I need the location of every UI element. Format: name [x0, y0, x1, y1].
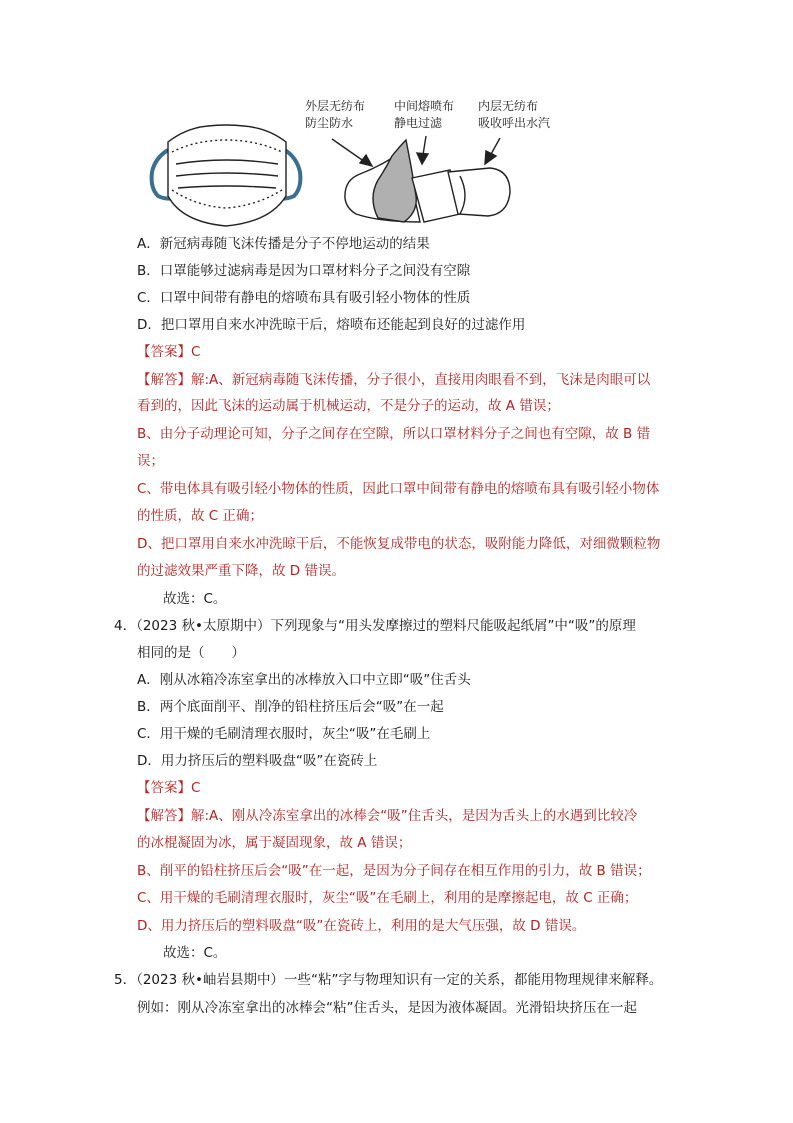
- q3-analysis-line-8: 的过滤效果严重下降，故 D 错误。: [137, 563, 345, 579]
- q4-analysis-tag: 【解答】: [137, 808, 191, 824]
- q4-analysis-text-1: 解:A、刚从冷冻室拿出的冰棒会“吸”住舌头，是因为舌头上的水遇到比较冷: [191, 808, 638, 824]
- q3-analysis-line-6: 的性质，故 C 正确；: [137, 508, 264, 524]
- q3-analysis-text-1: 解:A、新冠病毒随飞沫传播，分子很小，直接用肉眼看不到，飞沫是肉眼可以: [191, 372, 651, 388]
- q3-analysis-line-3: B、由分子动理论可知，分子之间存在空隙，所以口罩材料分子之间也有空隙，故 B 错: [137, 426, 651, 442]
- q4-option-c: C．用干燥的毛刷清理衣服时，灰尘“吸”在毛刷上: [137, 726, 431, 742]
- q3-answer-tag: 【答案】: [137, 344, 191, 360]
- middle-layer-label-line2: 静电过滤: [394, 116, 443, 130]
- q4-stem-line-2: 相同的是（ ）: [137, 645, 245, 661]
- outer-layer-label-line2: 防尘防水: [305, 116, 354, 130]
- q3-option-a: A．新冠病毒随飞沫传播是分子不停地运动的结果: [137, 236, 430, 252]
- q3-analysis-line-5: C、带电体具有吸引轻小物体的性质，因此口罩中间带有静电的熔喷布具有吸引轻小物体: [137, 481, 660, 497]
- q4-answer: [137, 778, 200, 798]
- q4-analysis-line-3: B、削平的铅柱挤压后会“吸”在一起，是因为分子间存在相互作用的引力，故 B 错误；: [137, 863, 651, 879]
- inner-layer-label-line2: 吸收呼出水汽: [478, 116, 551, 130]
- outer-layer-label: [305, 98, 365, 132]
- q3-analysis-line-1: [137, 370, 650, 390]
- q3-option-b: B．口罩能够过滤病毒是因为口罩材料分子之间没有空隙: [137, 263, 471, 279]
- inner-layer-label-line1: 内层无纺布: [478, 99, 539, 113]
- q4-analysis-line-1: [137, 806, 637, 826]
- middle-layer-label: [394, 98, 454, 132]
- q3-choose: 故选：C。: [163, 591, 227, 607]
- q3-analysis-tag: 【解答】: [137, 372, 191, 388]
- middle-layer-label-line1: 中间熔喷布: [394, 99, 455, 113]
- q3-answer: [137, 342, 200, 362]
- inner-layer-label: [478, 98, 550, 132]
- q4-analysis-line-4: C、用干燥的毛刷清理衣服时，灰尘“吸”在毛刷上，利用的是摩擦起电，故 C 正确；: [137, 890, 638, 906]
- q3-option-d: D．把口罩用自来水冲洗晾干后，熔喷布还能起到良好的过滤作用: [137, 317, 526, 333]
- q3-analysis-line-7: D、把口罩用自来水冲洗晾干后，不能恢复成带电的状态，吸附能力降低，对细微颗粒物: [137, 536, 661, 552]
- q4-choose: 故选：C。: [163, 945, 227, 961]
- q5-stem-line-1: 5．（2023 秋•岫岩县期中）一些“粘”字与物理知识有一定的关系，都能用物理规律来解释。: [114, 972, 663, 988]
- q5-stem-line-2: 例如：刚从冷冻室拿出的冰棒会“粘”住舌头，是因为液体凝固。光滑铅块挤压在一起: [137, 1000, 637, 1016]
- label-arrows: [332, 136, 500, 166]
- q4-answer-tag: 【答案】: [137, 780, 191, 796]
- q4-analysis-line-5: D、用力挤压后的塑料吸盘“吸”在瓷砖上，利用的是大气压强，故 D 错误。: [137, 918, 586, 934]
- q3-analysis-line-4: 误；: [137, 453, 164, 469]
- q4-answer-value: C: [191, 780, 201, 796]
- q4-stem-line-1: 4．（2023 秋•太原期中）下列现象与“用头发摩擦过的塑料尺能吸起纸屑”中“吸”的原理: [114, 618, 636, 634]
- q3-answer-value: C: [191, 344, 201, 360]
- mask-figure: [0, 0, 793, 240]
- q4-option-a: A．刚从冰箱冷冻室拿出的冰棒放入口中立即“吸”住舌头: [137, 672, 471, 688]
- outer-layer-label-line1: 外层无纺布: [305, 99, 366, 113]
- q3-analysis-line-2: 看到的，因此飞沫的运动属于机械运动，不是分子的运动，故 A 错误；: [137, 398, 560, 414]
- q4-analysis-line-2: 的冰棍凝固为冰，属于凝固现象，故 A 错误；: [137, 835, 412, 851]
- mask-front-illustration: [152, 125, 301, 226]
- q4-option-b: B．两个底面削平、削净的铅柱挤压后会“吸”在一起: [137, 699, 444, 715]
- q3-option-c: C．口罩中间带有静电的熔喷布具有吸引轻小物体的性质: [137, 290, 471, 306]
- q4-option-d: D．用力挤压后的塑料吸盘“吸”在瓷砖上: [137, 753, 378, 769]
